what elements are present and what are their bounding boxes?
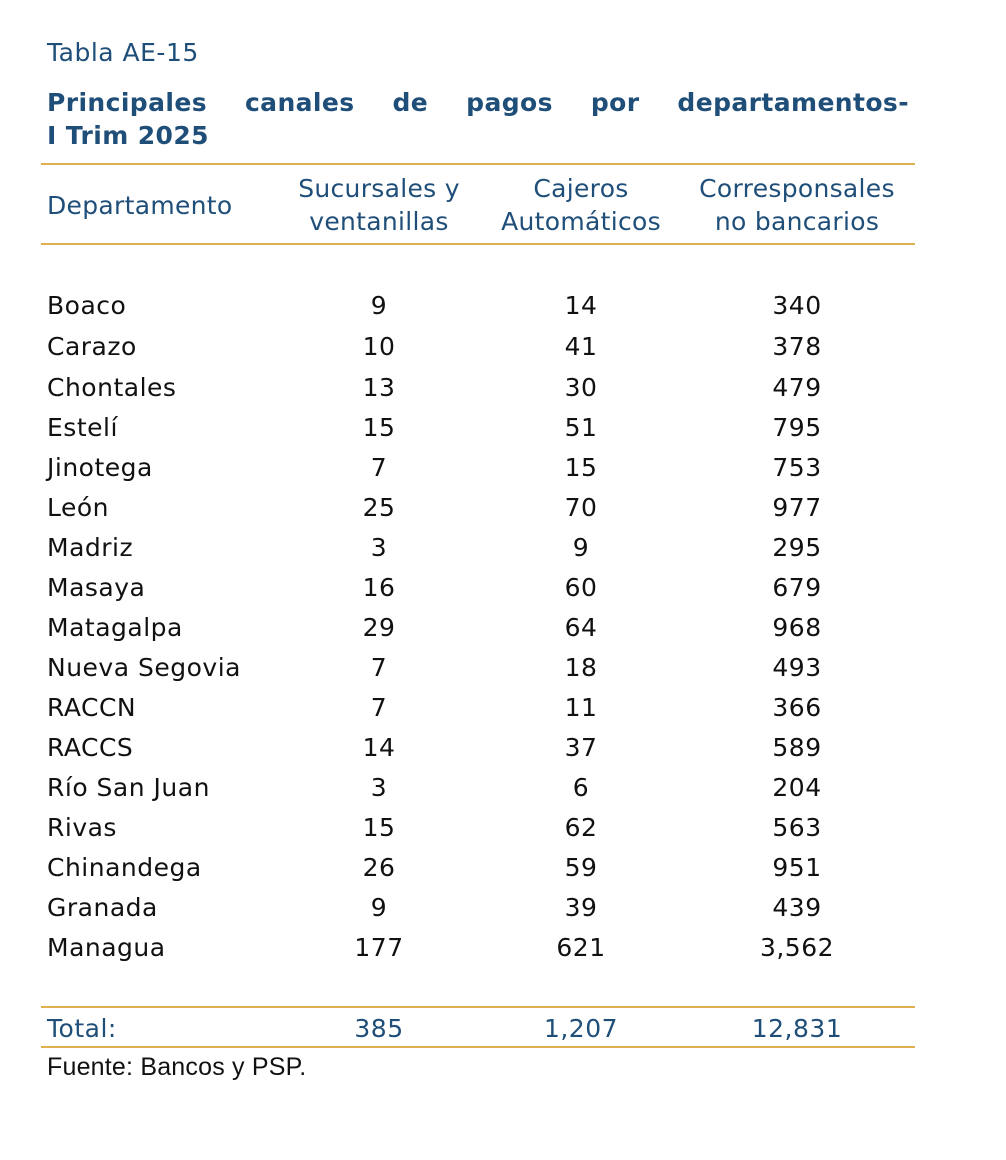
cell-sucursales: 10 [362,332,396,361]
table-row [41,888,915,928]
total-row [41,1009,915,1049]
cell-sucursales: 13 [362,373,396,402]
cell-sucursales: 25 [362,493,396,522]
cell-sucursales: 177 [354,933,404,962]
table-row [41,568,915,608]
cell-cajeros: 70 [564,493,598,522]
cell-corresponsales: 563 [772,813,822,842]
cell-cajeros: 51 [564,413,598,442]
cell-corresponsales: 753 [772,453,822,482]
table-row [41,448,915,488]
cell-sucursales: 7 [370,653,388,682]
cell-cajeros: 15 [564,453,598,482]
total-bottom-rule [41,1046,915,1048]
cell-corresponsales: 378 [772,332,822,361]
total-cajeros: 1,207 [543,1014,619,1043]
cell-cajeros: 14 [564,291,598,320]
cell-sucursales: 3 [370,773,388,802]
header-cajeros-line2: Automáticos [501,207,661,236]
table-row [41,528,915,568]
cell-departamento: Rivas [47,813,117,842]
cell-sucursales: 9 [370,893,388,922]
cell-departamento: Matagalpa [47,613,183,642]
cell-departamento: Granada [47,893,158,922]
total-top-rule [41,1006,915,1008]
cell-sucursales: 14 [362,733,396,762]
cell-corresponsales: 295 [772,533,822,562]
cell-corresponsales: 679 [772,573,822,602]
total-label: Total: [47,1014,117,1043]
cell-cajeros: 6 [572,773,590,802]
cell-cajeros: 30 [564,373,598,402]
cell-sucursales: 26 [362,853,396,882]
header-corresponsales-line1: Corresponsales [699,174,895,203]
header-sucursales-line1: Sucursales y [298,174,460,203]
table-id: Tabla AE-15 [47,38,199,67]
cell-departamento: Carazo [47,332,137,361]
table-row [41,848,915,888]
table-row [41,768,915,808]
cell-sucursales: 3 [370,533,388,562]
cell-departamento: Nueva Segovia [47,653,241,682]
table-row [41,368,915,408]
cell-cajeros: 39 [564,893,598,922]
cell-sucursales: 15 [362,413,396,442]
cell-cajeros: 11 [564,693,598,722]
cell-cajeros: 62 [564,813,598,842]
cell-departamento: Río San Juan [47,773,210,802]
table-row [41,286,915,326]
cell-cajeros: 59 [564,853,598,882]
cell-departamento: León [47,493,110,522]
header-departamento: Departamento [47,191,233,220]
cell-cajeros: 9 [572,533,590,562]
cell-corresponsales: 366 [772,693,822,722]
total-corresponsales: 12,831 [751,1014,843,1043]
cell-corresponsales: 204 [772,773,822,802]
cell-corresponsales: 340 [772,291,822,320]
table-title-line2: I Trim 2025 [47,121,209,150]
cell-cajeros: 621 [556,933,606,962]
cell-departamento: Madriz [47,533,134,562]
table-row [41,488,915,528]
table-row [41,648,915,688]
cell-sucursales: 16 [362,573,396,602]
table-row [41,728,915,768]
cell-cajeros: 60 [564,573,598,602]
header-corresponsales-line2: no bancarios [714,207,880,236]
header-cajeros-line1: Cajeros [533,174,629,203]
cell-departamento: RACCN [47,693,137,722]
cell-sucursales: 7 [370,453,388,482]
cell-departamento: Masaya [47,573,146,602]
header-bottom-rule [41,243,915,245]
cell-departamento: Boaco [47,291,127,320]
cell-corresponsales: 439 [772,893,822,922]
cell-cajeros: 37 [564,733,598,762]
cell-departamento: Estelí [47,413,118,442]
table-row [41,928,915,968]
cell-sucursales: 15 [362,813,396,842]
table-title-line1: Principales canales de pagos por departamentos- [47,88,909,117]
header-sucursales [279,172,479,238]
header-cajeros [481,172,681,238]
cell-corresponsales: 589 [772,733,822,762]
cell-cajeros: 18 [564,653,598,682]
cell-departamento: RACCS [47,733,134,762]
table-row [41,327,915,367]
table-row [41,808,915,848]
cell-corresponsales: 977 [772,493,822,522]
table-row [41,608,915,648]
table-row [41,408,915,448]
cell-corresponsales: 493 [772,653,822,682]
cell-corresponsales: 968 [772,613,822,642]
cell-corresponsales: 479 [772,373,822,402]
table-title [47,86,909,152]
cell-departamento: Managua [47,933,166,962]
source-note: Fuente: Bancos y PSP. [47,1053,307,1081]
cell-sucursales: 7 [370,693,388,722]
cell-corresponsales: 951 [772,853,822,882]
cell-sucursales: 9 [370,291,388,320]
header-top-rule [41,163,915,165]
header-sucursales-line2: ventanillas [309,207,449,236]
cell-departamento: Chontales [47,373,177,402]
cell-departamento: Jinotega [47,453,153,482]
cell-corresponsales: 795 [772,413,822,442]
total-sucursales: 385 [354,1014,404,1043]
header-corresponsales [689,172,905,238]
cell-cajeros: 41 [564,332,598,361]
table-row [41,688,915,728]
cell-sucursales: 29 [362,613,396,642]
cell-departamento: Chinandega [47,853,202,882]
cell-corresponsales: 3,562 [759,933,835,962]
cell-cajeros: 64 [564,613,598,642]
